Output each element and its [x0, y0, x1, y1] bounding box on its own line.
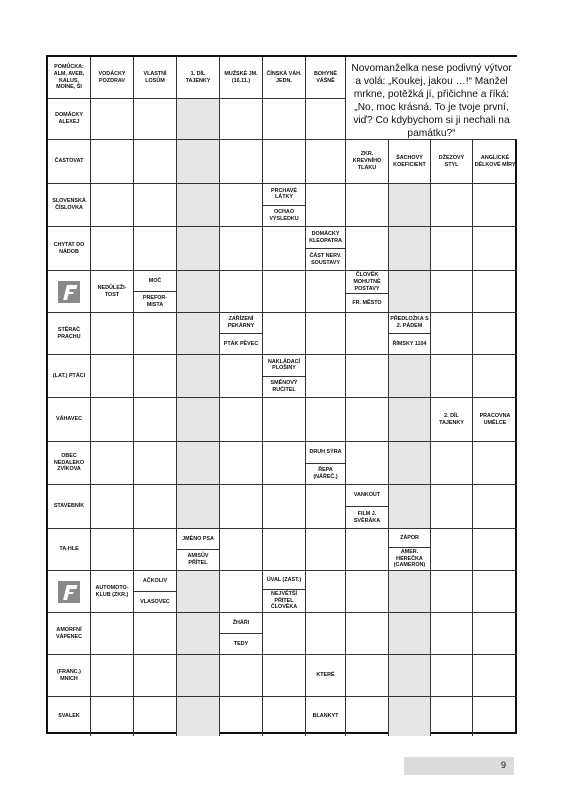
answer-cell[interactable] — [177, 99, 220, 140]
clue-cell — [389, 529, 431, 571]
answer-cell[interactable] — [91, 613, 134, 655]
answer-cell[interactable] — [389, 355, 431, 398]
clue-cell — [134, 571, 177, 613]
answer-cell[interactable] — [134, 313, 177, 355]
clue-text: STAVEBNÍK — [53, 503, 85, 510]
answer-cell[interactable] — [473, 271, 517, 313]
clue-text: DOMÁCKY ALEXEJ — [55, 112, 83, 125]
clue-text: ČÍNSKÁ VÁH. JEDN. — [266, 70, 302, 84]
answer-cell[interactable] — [389, 442, 431, 485]
clue-text: ČASTOVAT — [54, 158, 84, 165]
clue-text: (LAT.) PTÁCI — [52, 372, 86, 379]
answer-cell[interactable] — [220, 655, 263, 697]
answer-cell[interactable] — [220, 227, 263, 271]
answer-cell[interactable] — [389, 571, 431, 613]
answer-cell[interactable] — [473, 529, 517, 571]
answer-cell[interactable] — [134, 398, 177, 442]
crossword-grid — [46, 55, 517, 734]
answer-cell[interactable] — [91, 140, 134, 184]
answer-cell[interactable] — [346, 442, 389, 485]
clue-text: AUTOMOTO- KLUB (ZKR.) — [95, 584, 129, 598]
answer-cell[interactable] — [91, 313, 134, 355]
answer-cell[interactable] — [389, 398, 431, 442]
clue-cell — [48, 99, 91, 140]
answer-cell[interactable] — [91, 355, 134, 398]
answer-cell[interactable] — [134, 655, 177, 697]
clue-text: VLASTNÍ LOSŮM — [143, 70, 167, 84]
clue-text: ANGLICKÉ DÉLKOVÉ MÍRY — [474, 154, 516, 168]
publisher-logo-icon — [58, 281, 80, 303]
clue-text: PRCHAVÉ LÁTKY — [271, 187, 297, 201]
answer-cell[interactable] — [389, 227, 431, 271]
answer-cell[interactable] — [431, 529, 473, 571]
clue-text: AMER. HEREČKA (CAMERON) — [389, 547, 430, 570]
answer-cell[interactable] — [473, 485, 517, 529]
answer-cell[interactable] — [263, 140, 306, 184]
answer-cell[interactable] — [220, 442, 263, 485]
clue-text: ŠACHOVÝ KOEFICIENT — [393, 154, 426, 168]
clue-cell — [473, 140, 517, 184]
clue-cell — [306, 697, 346, 736]
clue-text: KTERÉ — [316, 672, 335, 679]
clue-text: CHYTAT DO NÁDOB — [53, 241, 85, 255]
clue-text: AČKOLIV — [142, 577, 168, 584]
answer-cell[interactable] — [346, 355, 389, 398]
answer-cell[interactable] — [263, 271, 306, 313]
clue-text: VÁHAVEC — [56, 416, 82, 423]
answer-cell[interactable] — [263, 697, 306, 736]
clue-text: 1. DÍL TAJENKY — [185, 70, 211, 84]
clue-text: TA-HLE — [59, 546, 79, 553]
clue-cell — [389, 140, 431, 184]
clue-text: TEDY — [220, 633, 262, 654]
clue-cell — [177, 529, 220, 571]
clue-cell — [177, 57, 220, 99]
answer-cell[interactable] — [263, 485, 306, 529]
answer-cell[interactable] — [263, 227, 306, 271]
clue-text: STĚRAČ PRACHU — [57, 326, 81, 340]
clue-text: FR. MĚSTO — [346, 293, 388, 312]
answer-cell[interactable] — [306, 271, 346, 313]
answer-cell[interactable] — [177, 313, 220, 355]
answer-cell[interactable] — [346, 571, 389, 613]
clue-cell — [48, 313, 91, 355]
clue-text: ŘEPA (NÁŘEČ.) — [306, 463, 345, 485]
clue-cell — [263, 355, 306, 398]
answer-cell[interactable] — [473, 355, 517, 398]
clue-text: BOHYNĚ VÁŠNĚ — [313, 70, 338, 84]
answer-cell[interactable] — [346, 227, 389, 271]
answer-cell[interactable] — [91, 99, 134, 140]
answer-cell[interactable] — [346, 655, 389, 697]
clue-text: OCHAO VÝSLEDKU — [263, 205, 305, 227]
answer-cell[interactable] — [306, 140, 346, 184]
answer-cell[interactable] — [177, 140, 220, 184]
answer-cell[interactable] — [177, 184, 220, 227]
answer-cell[interactable] — [431, 227, 473, 271]
clue-text: VANKOUT — [353, 492, 381, 499]
clue-cell — [48, 227, 91, 271]
clue-cell — [48, 613, 91, 655]
joke-text: Novomanželka nese podivný výtvor a volá: „Koukej, jakou …!“ Manžel mrkne, potěžká jí, přičichne a říká: „No, moc krásná. To je tvoje první, viď? Co kdybychom si ji nechali na památku?“ — [346, 57, 517, 140]
answer-cell[interactable] — [220, 140, 263, 184]
answer-cell[interactable] — [431, 655, 473, 697]
clue-text: VODÁCKÝ POZDRAV — [98, 70, 126, 84]
answer-cell[interactable] — [177, 398, 220, 442]
clue-cell — [306, 655, 346, 697]
answer-cell[interactable] — [431, 697, 473, 736]
clue-text: (FRANC.) MNICH — [57, 668, 81, 682]
clue-cell — [346, 140, 389, 184]
answer-cell[interactable] — [263, 99, 306, 140]
answer-cell[interactable] — [431, 271, 473, 313]
answer-cell[interactable] — [346, 184, 389, 227]
answer-cell[interactable] — [431, 571, 473, 613]
answer-cell[interactable] — [220, 571, 263, 613]
answer-cell[interactable] — [389, 697, 431, 736]
clue-cell — [263, 57, 306, 99]
page-number: 9 — [500, 760, 506, 770]
clue-text: ČLOVĚK MOHUTNÉ POSTAVY — [353, 272, 381, 292]
clue-cell — [220, 57, 263, 99]
clue-text: VLASOVEC — [134, 591, 176, 612]
answer-cell[interactable] — [134, 355, 177, 398]
clue-text: MUŽSKÉ JM. (16.11.) — [224, 70, 258, 84]
answer-cell[interactable] — [91, 485, 134, 529]
answer-cell[interactable] — [431, 184, 473, 227]
answer-cell[interactable] — [263, 613, 306, 655]
clue-text: ZAŘÍZENÍ PEKÁRNY — [227, 316, 255, 329]
clue-text: NEJVĚTŠÍ PŘÍTEL ČLOVĚKA — [263, 589, 305, 612]
clue-cell — [220, 313, 263, 355]
publisher-logo-icon — [58, 581, 80, 603]
answer-cell[interactable] — [306, 355, 346, 398]
clue-cell — [48, 184, 91, 227]
clue-cell — [48, 57, 91, 99]
answer-cell[interactable] — [220, 271, 263, 313]
clue-cell — [134, 57, 177, 99]
answer-cell[interactable] — [134, 485, 177, 529]
clue-cell — [263, 184, 306, 227]
clue-text: AMISŮV PŘÍTEL — [177, 549, 219, 570]
answer-cell[interactable] — [220, 184, 263, 227]
clue-cell — [91, 571, 134, 613]
clue-text: OBEC NEDALEKO ZVÍKOVA — [53, 452, 85, 473]
clue-text: PREFOR- MISTA — [134, 291, 176, 312]
clue-cell — [48, 485, 91, 529]
answer-cell[interactable] — [263, 529, 306, 571]
answer-cell[interactable] — [134, 697, 177, 736]
answer-cell[interactable] — [134, 99, 177, 140]
clue-cell — [473, 398, 517, 442]
answer-cell[interactable] — [389, 184, 431, 227]
clue-text: DOMÁCKY KLEOPATRA — [309, 230, 342, 244]
answer-cell[interactable] — [431, 613, 473, 655]
clue-cell — [306, 442, 346, 485]
answer-cell[interactable] — [263, 398, 306, 442]
answer-cell[interactable] — [134, 529, 177, 571]
clue-cell — [346, 485, 389, 529]
answer-cell[interactable] — [177, 697, 220, 736]
clue-text: PRACOVNA UMĚLCE — [479, 412, 511, 426]
clue-text: NAKLÁDACÍ PLOŠINY — [267, 358, 301, 372]
answer-cell[interactable] — [473, 697, 517, 736]
clue-text: SMĚNOVÝ RUČITEL — [263, 376, 305, 398]
clue-text: NEDŮLEŽI- TOST — [97, 284, 127, 298]
answer-cell[interactable] — [177, 227, 220, 271]
answer-cell[interactable] — [306, 398, 346, 442]
answer-cell[interactable] — [220, 697, 263, 736]
clue-cell — [220, 613, 263, 655]
answer-cell[interactable] — [134, 184, 177, 227]
answer-cell[interactable] — [177, 442, 220, 485]
answer-cell[interactable] — [177, 271, 220, 313]
answer-cell[interactable] — [346, 613, 389, 655]
clue-cell — [48, 529, 91, 571]
answer-cell[interactable] — [134, 227, 177, 271]
clue-text: JMÉNO PSA — [182, 535, 214, 542]
answer-cell[interactable] — [91, 398, 134, 442]
answer-cell[interactable] — [177, 485, 220, 529]
answer-cell[interactable] — [306, 485, 346, 529]
clue-text: ŽHÁŘI — [232, 619, 250, 626]
clue-cell — [91, 271, 134, 313]
clue-text: DŽEZOVÝ STYL — [438, 154, 465, 168]
clue-text: FILM J. SVĚRÁKA — [346, 506, 388, 528]
answer-cell[interactable] — [91, 655, 134, 697]
answer-cell[interactable] — [389, 613, 431, 655]
page-number-box — [404, 757, 514, 775]
clue-text: PŘEDLOŽKA S 2. PÁDEM — [390, 316, 429, 329]
logo-cell — [48, 571, 91, 613]
answer-cell[interactable] — [306, 99, 346, 140]
answer-cell[interactable] — [431, 313, 473, 355]
clue-text: 2. DÍL TAJENKY — [439, 412, 464, 426]
clue-cell — [48, 655, 91, 697]
answer-cell[interactable] — [177, 355, 220, 398]
answer-cell[interactable] — [389, 485, 431, 529]
clue-cell — [48, 442, 91, 485]
clue-text: ČÁST NERV. SOUSTAVY — [306, 248, 345, 270]
answer-cell[interactable] — [91, 227, 134, 271]
clue-text: MOČ — [148, 277, 162, 284]
answer-cell[interactable] — [220, 485, 263, 529]
clue-text: SLOVENSKÁ ČÍSLOVKA — [52, 198, 86, 211]
answer-cell[interactable] — [473, 442, 517, 485]
clue-cell — [91, 57, 134, 99]
answer-cell[interactable] — [431, 355, 473, 398]
answer-cell[interactable] — [306, 613, 346, 655]
answer-cell[interactable] — [473, 613, 517, 655]
answer-cell[interactable] — [346, 697, 389, 736]
answer-cell[interactable] — [91, 529, 134, 571]
answer-cell[interactable] — [306, 313, 346, 355]
answer-cell[interactable] — [91, 184, 134, 227]
answer-cell[interactable] — [220, 99, 263, 140]
clue-text: DRUH SÝRA — [309, 448, 342, 455]
clue-text: ÚVAL (ZAST.) — [266, 576, 302, 583]
answer-cell[interactable] — [177, 613, 220, 655]
clue-cell — [48, 697, 91, 736]
answer-cell[interactable] — [134, 613, 177, 655]
answer-cell[interactable] — [91, 697, 134, 736]
answer-cell[interactable] — [389, 271, 431, 313]
answer-cell[interactable] — [177, 655, 220, 697]
answer-cell[interactable] — [473, 655, 517, 697]
answer-cell[interactable] — [177, 571, 220, 613]
answer-cell[interactable] — [346, 313, 389, 355]
clue-text: AMORFNÍ VÁPENEC — [55, 626, 83, 640]
clue-cell — [48, 140, 91, 184]
answer-cell[interactable] — [220, 529, 263, 571]
answer-cell[interactable] — [431, 485, 473, 529]
clue-cell — [48, 355, 91, 398]
answer-cell[interactable] — [306, 571, 346, 613]
answer-cell[interactable] — [306, 529, 346, 571]
clue-cell — [431, 398, 473, 442]
answer-cell[interactable] — [473, 571, 517, 613]
answer-cell[interactable] — [473, 227, 517, 271]
clue-text: ZÁPOR — [400, 534, 419, 541]
answer-cell[interactable] — [389, 655, 431, 697]
clue-text: SVALEK — [58, 713, 80, 720]
answer-cell[interactable] — [473, 184, 517, 227]
answer-cell[interactable] — [134, 442, 177, 485]
answer-cell[interactable] — [220, 398, 263, 442]
clue-cell — [263, 571, 306, 613]
logo-cell — [48, 271, 91, 313]
answer-cell[interactable] — [134, 140, 177, 184]
clue-text: BLANKYT — [312, 713, 339, 720]
answer-cell[interactable] — [431, 442, 473, 485]
clue-cell — [134, 271, 177, 313]
clue-cell — [306, 57, 346, 99]
clue-text: ZKR. KREVNÍHO TLAKU — [352, 151, 382, 171]
clue-text: POMŮCKA: ALM, AVEB, KALUS, MOINE, ŠI — [53, 64, 85, 91]
answer-cell[interactable] — [306, 184, 346, 227]
clue-cell — [431, 140, 473, 184]
clue-text: ŘÍMSKY 1104 — [389, 333, 430, 354]
clue-cell — [306, 227, 346, 271]
answer-cell[interactable] — [263, 442, 306, 485]
clue-cell — [389, 313, 431, 355]
answer-cell[interactable] — [346, 529, 389, 571]
answer-cell[interactable] — [346, 398, 389, 442]
answer-cell[interactable] — [263, 655, 306, 697]
clue-text: PTÁK PĚVEC — [220, 333, 262, 354]
answer-cell[interactable] — [263, 313, 306, 355]
answer-cell[interactable] — [473, 313, 517, 355]
answer-cell[interactable] — [220, 355, 263, 398]
answer-cell[interactable] — [91, 442, 134, 485]
clue-cell — [48, 398, 91, 442]
clue-cell — [346, 271, 389, 313]
